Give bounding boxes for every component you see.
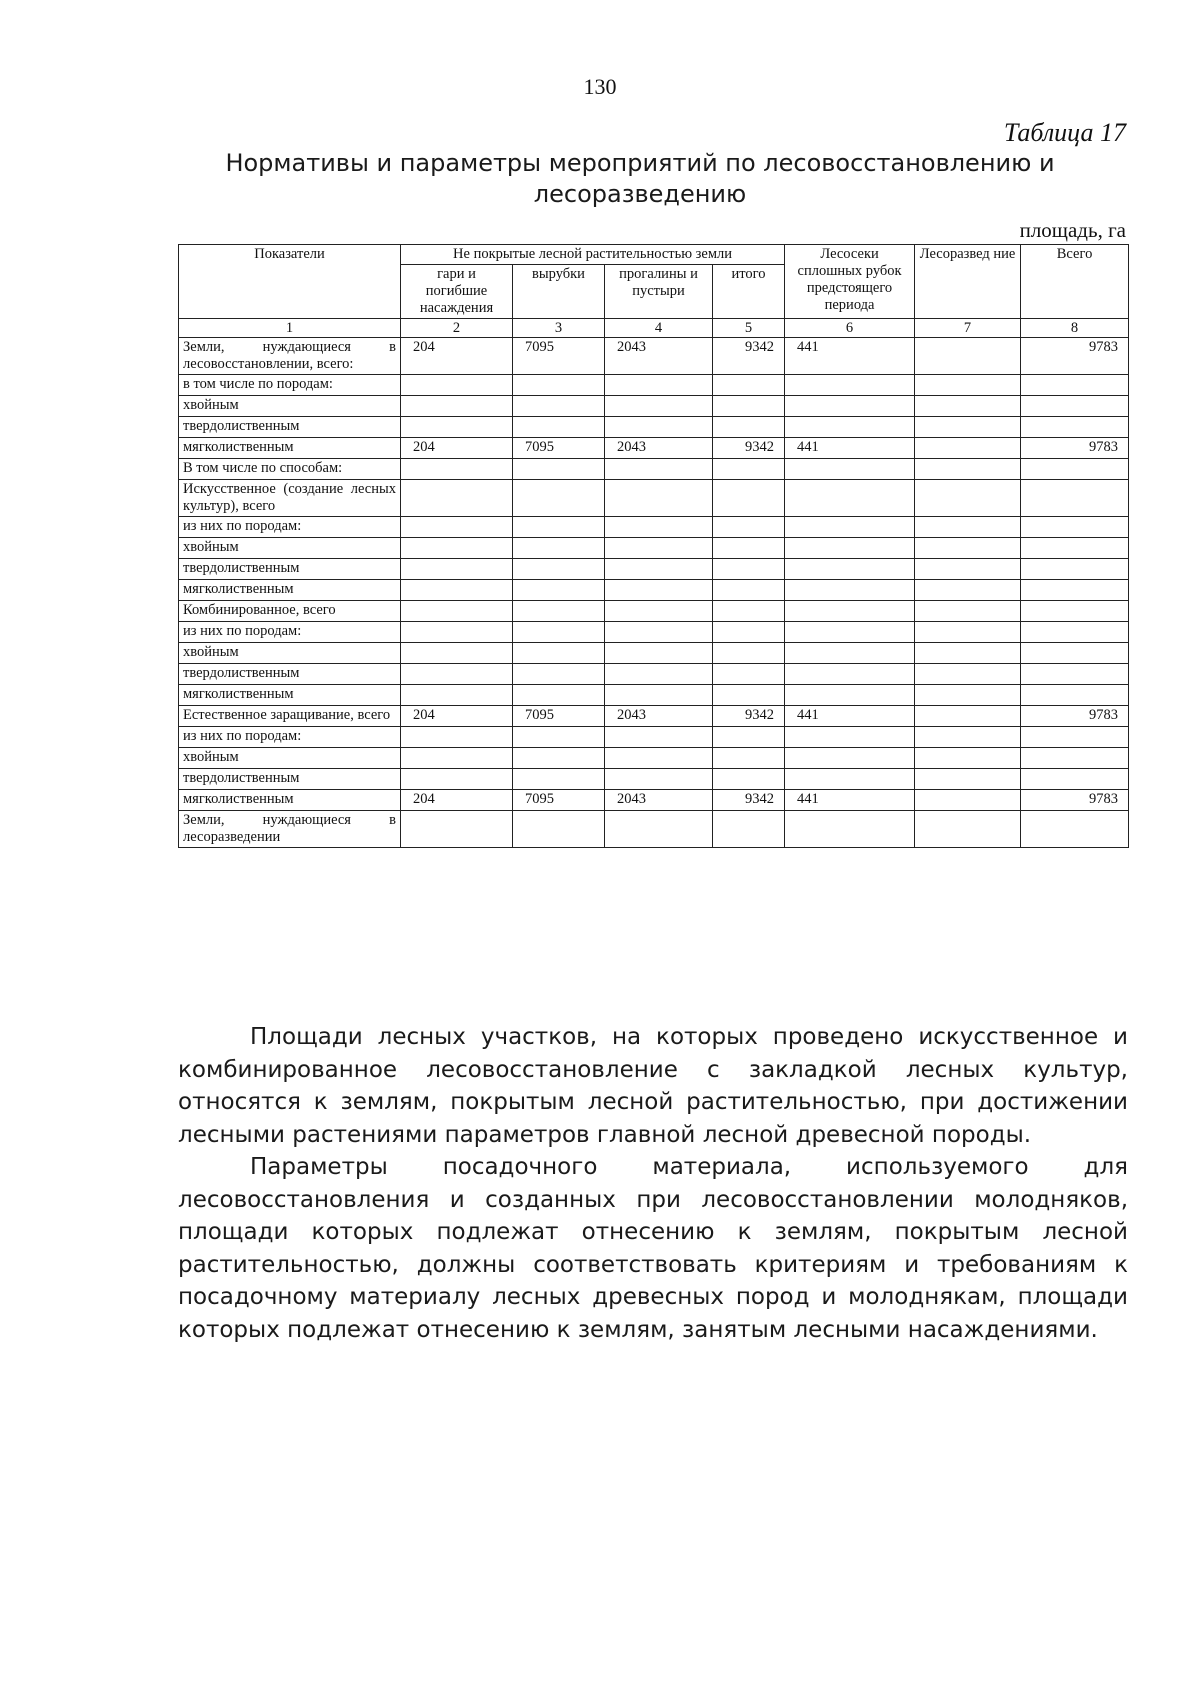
cell-c5 [713,643,785,664]
column-number: 2 [401,319,513,338]
cell-c5 [713,417,785,438]
table-row [179,811,1129,848]
cell-c6 [785,375,915,396]
table-row [179,559,1129,580]
cell-c2: 204 [401,706,513,727]
cell-c8 [1021,811,1129,848]
cell-c6 [785,559,915,580]
column-number: 5 [713,319,785,338]
table-row [179,622,1129,643]
cell-c3 [513,601,605,622]
cell-c6 [785,685,915,706]
row-label: из них по породам: [179,622,401,643]
cell-c2 [401,559,513,580]
cell-c4 [605,685,713,706]
cell-c7 [915,622,1021,643]
table-row [179,748,1129,769]
cell-c3 [513,480,605,517]
header-row-1 [179,245,1129,265]
cell-c3 [513,417,605,438]
cell-c5 [713,517,785,538]
cell-c2 [401,538,513,559]
cell-c5 [713,559,785,580]
cell-c5 [713,748,785,769]
column-number: 6 [785,319,915,338]
table-row [179,517,1129,538]
cell-c6 [785,517,915,538]
cell-c7 [915,601,1021,622]
cell-c3: 7095 [513,438,605,459]
cell-c4: 2043 [605,438,713,459]
unit-label: площадь, га [1019,218,1126,242]
cell-c4 [605,480,713,517]
cell-c5 [713,480,785,517]
cell-c3 [513,459,605,480]
table-row [179,685,1129,706]
cell-c4 [605,643,713,664]
cell-c6 [785,580,915,601]
cell-c7 [915,727,1021,748]
cell-c7 [915,480,1021,517]
table-body [179,338,1129,848]
cell-c7 [915,706,1021,727]
cell-c5: 9342 [713,706,785,727]
cell-c2: 204 [401,438,513,459]
cell-c2 [401,417,513,438]
row-label: мягколиственным [179,790,401,811]
cell-c8 [1021,580,1129,601]
cell-c6 [785,811,915,848]
header-clearcuts: вырубки [513,265,605,319]
table-row [179,601,1129,622]
cell-c3 [513,664,605,685]
cell-c5 [713,664,785,685]
cell-c7 [915,685,1021,706]
cell-c5 [713,396,785,417]
cell-c6 [785,538,915,559]
cell-c5 [713,459,785,480]
cell-c3 [513,748,605,769]
cell-c3 [513,559,605,580]
cell-c4 [605,769,713,790]
cell-c6 [785,748,915,769]
cell-c8 [1021,538,1129,559]
cell-c7 [915,375,1021,396]
cell-c7 [915,748,1021,769]
row-label: Искусственное (создание лесных культур), всего [179,480,401,517]
cell-c7 [915,517,1021,538]
cell-c6: 441 [785,790,915,811]
cell-c6: 441 [785,338,915,375]
cell-c8 [1021,559,1129,580]
cell-c4 [605,664,713,685]
row-label: из них по породам: [179,517,401,538]
table-row [179,459,1129,480]
cell-c8 [1021,601,1129,622]
column-number: 7 [915,319,1021,338]
header-cutting-areas: Лесосеки сплошных рубок предстоящего периода [785,245,915,319]
cell-c3: 7095 [513,338,605,375]
cell-c3 [513,727,605,748]
cell-c3 [513,811,605,848]
cell-c8: 9783 [1021,706,1129,727]
cell-c4: 2043 [605,338,713,375]
cell-c3 [513,517,605,538]
table-row [179,480,1129,517]
table-row [179,396,1129,417]
table-row [179,538,1129,559]
row-label: мягколиственным [179,685,401,706]
cell-c6 [785,480,915,517]
cell-c5 [713,538,785,559]
cell-c7 [915,338,1021,375]
row-label: хвойным [179,538,401,559]
cell-c2 [401,811,513,848]
cell-c6 [785,769,915,790]
cell-c3 [513,622,605,643]
cell-c8: 9783 [1021,790,1129,811]
cell-c3: 7095 [513,790,605,811]
cell-c3: 7095 [513,706,605,727]
cell-c3 [513,769,605,790]
cell-c4: 2043 [605,790,713,811]
cell-c7 [915,459,1021,480]
cell-c6: 441 [785,706,915,727]
cell-c2 [401,727,513,748]
header-afforestation: Лесоразвед ние [915,245,1021,319]
cell-c8 [1021,375,1129,396]
cell-c8 [1021,396,1129,417]
cell-c7 [915,559,1021,580]
cell-c2: 204 [401,338,513,375]
table-row [179,643,1129,664]
cell-c6 [785,396,915,417]
header-group-uncovered-lands: Не покрытые лесной растительностью земли [401,245,785,265]
cell-c2 [401,480,513,517]
row-label: Земли, нуждающиеся в лесовосстановлении, всего: [179,338,401,375]
cell-c7 [915,438,1021,459]
cell-c2: 204 [401,790,513,811]
table-row [179,706,1129,727]
cell-c3 [513,643,605,664]
norms-table [178,244,1129,848]
cell-c6 [785,643,915,664]
cell-c4 [605,417,713,438]
cell-c4 [605,748,713,769]
cell-c2 [401,685,513,706]
cell-c7 [915,538,1021,559]
cell-c8 [1021,480,1129,517]
cell-c6 [785,727,915,748]
cell-c7 [915,643,1021,664]
cell-c3 [513,375,605,396]
cell-c5 [713,580,785,601]
cell-c5 [713,769,785,790]
cell-c3 [513,580,605,601]
cell-c7 [915,664,1021,685]
cell-c8 [1021,517,1129,538]
cell-c8 [1021,748,1129,769]
cell-c7 [915,811,1021,848]
cell-c5: 9342 [713,338,785,375]
table-row [179,338,1129,375]
column-number: 8 [1021,319,1129,338]
cell-c4 [605,538,713,559]
row-label: твердолиственным [179,559,401,580]
cell-c2 [401,748,513,769]
cell-c2 [401,643,513,664]
header-glades: прогалины и пустыри [605,265,713,319]
paragraph: Параметры посадочного материала, используемого для лесовосстановления и созданных при лесовосстановлении молодняков, площади которых подлежат отнесению к землям, покрытым лесной растительностью, должны соответствовать критериям и требованиям к посадочному материалу лесных древесных пород и молоднякам, площади которых подлежат отнесению к землям, занятым лесными насаждениями. [178,1154,1128,1343]
row-label: твердолиственным [179,769,401,790]
cell-c8 [1021,643,1129,664]
header-burned: гари и погибшие насаждения [401,265,513,319]
cell-c4 [605,459,713,480]
cell-c5 [713,601,785,622]
header-indicators: Показатели [179,245,401,319]
row-label: Комбинированное, всего [179,601,401,622]
cell-c7 [915,580,1021,601]
row-label: хвойным [179,748,401,769]
table-row [179,580,1129,601]
cell-c2 [401,601,513,622]
cell-c4 [605,727,713,748]
cell-c4 [605,811,713,848]
table-row [179,438,1129,459]
cell-c8 [1021,622,1129,643]
cell-c5: 9342 [713,438,785,459]
row-label: твердолиственным [179,417,401,438]
cell-c2 [401,375,513,396]
cell-c2 [401,580,513,601]
cell-c7 [915,417,1021,438]
cell-c6 [785,664,915,685]
cell-c3 [513,538,605,559]
header-total: Всего [1021,245,1129,319]
column-number: 3 [513,319,605,338]
cell-c4 [605,622,713,643]
cell-c7 [915,790,1021,811]
cell-c7 [915,396,1021,417]
header-subtotal: итого [713,265,785,319]
cell-c8 [1021,769,1129,790]
table-row [179,664,1129,685]
column-number: 4 [605,319,713,338]
cell-c6 [785,459,915,480]
cell-c4 [605,580,713,601]
cell-c2 [401,517,513,538]
cell-c2 [401,664,513,685]
row-label: из них по породам: [179,727,401,748]
table-label: Таблица 17 [1003,118,1126,147]
row-label: в том числе по породам: [179,375,401,396]
table-row [179,727,1129,748]
cell-c5: 9342 [713,790,785,811]
cell-c6: 441 [785,438,915,459]
row-label: твердолиственным [179,664,401,685]
row-label: мягколиственным [179,580,401,601]
cell-c8 [1021,459,1129,480]
row-label: хвойным [179,643,401,664]
cell-c7 [915,769,1021,790]
cell-c8: 9783 [1021,438,1129,459]
table-title: Нормативы и параметры мероприятий по лесовосстановлению и лесоразведению [225,149,1055,208]
table-row [179,375,1129,396]
cell-c2 [401,769,513,790]
cell-c6 [785,622,915,643]
cell-c5 [713,685,785,706]
column-numbers-row [179,319,1129,338]
cell-c4: 2043 [605,706,713,727]
cell-c2 [401,396,513,417]
cell-c8 [1021,727,1129,748]
cell-c4 [605,375,713,396]
cell-c4 [605,601,713,622]
row-label: В том числе по способам: [179,459,401,480]
cell-c4 [605,517,713,538]
cell-c5 [713,375,785,396]
cell-c4 [605,559,713,580]
cell-c3 [513,396,605,417]
cell-c8 [1021,417,1129,438]
cell-c5 [713,811,785,848]
cell-c6 [785,601,915,622]
page-number: 130 [583,74,617,99]
cell-c4 [605,396,713,417]
row-label: мягколиственным [179,438,401,459]
row-label: хвойным [179,396,401,417]
column-number: 1 [179,319,401,338]
cell-c5 [713,727,785,748]
table-row [179,417,1129,438]
cell-c6 [785,417,915,438]
row-label: Земли, нуждающиеся в лесоразведении [179,811,401,848]
cell-c8 [1021,664,1129,685]
cell-c8: 9783 [1021,338,1129,375]
cell-c5 [713,622,785,643]
cell-c2 [401,459,513,480]
cell-c2 [401,622,513,643]
cell-c8 [1021,685,1129,706]
paragraph: Площади лесных участков, на которых проведено искусственное и комбинированное лесовосстановление с закладкой лесных культур, относятся к землям, покрытым лесной растительностью, при достижении лесными растениями параметров главной лесной древесной породы. [178,1024,1128,1148]
table-row [179,790,1129,811]
row-label: Естественное заращивание, всего [179,706,401,727]
table-row [179,769,1129,790]
cell-c3 [513,685,605,706]
